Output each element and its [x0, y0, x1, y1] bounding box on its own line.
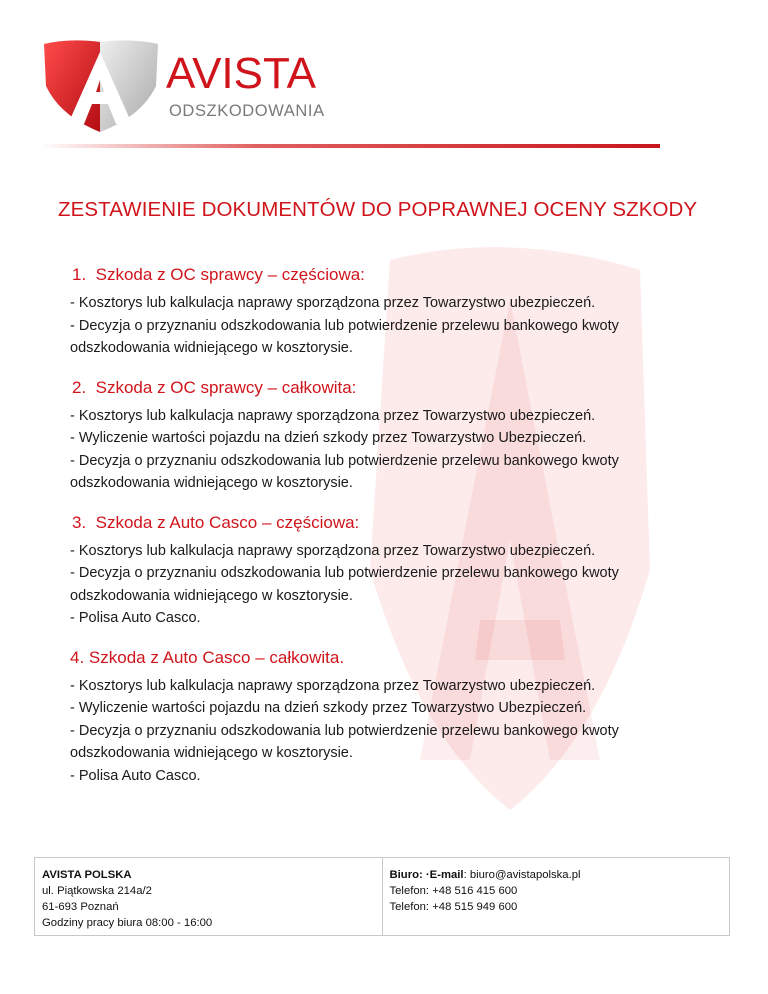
section-heading — [70, 265, 710, 285]
sections-list — [70, 265, 710, 805]
section-line: odszkodowania widniejącego w kosztorysie. — [70, 340, 353, 356]
section-line: odszkodowania widniejącego w kosztorysie. — [70, 475, 353, 491]
section-line: odszkodowania widniejącego w kosztorysie. — [70, 587, 353, 604]
section-number: 3. — [72, 512, 87, 532]
section-4 — [70, 648, 710, 788]
section-line: - Polisa Auto Casco. — [70, 610, 201, 626]
section-heading — [70, 513, 710, 533]
page-title: ZESTAWIENIE DOKUMENTÓW DO POPRAWNEJ OCENY SZKODY — [58, 198, 698, 221]
section-3 — [70, 513, 710, 630]
email-label: Biuro: ·E-mail — [389, 869, 464, 881]
section-1 — [70, 265, 710, 360]
section-line: - Decyzja o przyznaniu odszkodowania lub potwierdzenie przelewu bankowego kwoty — [70, 722, 619, 739]
page-header — [40, 36, 380, 136]
logo-subtitle: ODSZKODOWANIA — [169, 102, 325, 120]
city-address: 61-693 Poznań — [42, 901, 119, 913]
section-line: - Kosztorys lub kalkulacja naprawy sporządzona przez Towarzystwo ubezpieczeń. — [70, 295, 596, 311]
avista-logo — [40, 36, 380, 136]
section-line: - Decyzja o przyznaniu odszkodowania lub potwierdzenie przelewu bankowego kwoty — [70, 565, 619, 581]
section-title: Szkoda z OC sprawcy – częściowa: — [95, 265, 365, 284]
section-line: - Decyzja o przyznaniu odszkodowania lub potwierdzenie przelewu bankowego kwoty — [70, 452, 619, 469]
section-line: - Wyliczenie wartości pojazdu na dzień szkody przez Towarzystwo Ubezpieczeń. — [70, 430, 587, 446]
section-number: 2. — [72, 377, 87, 397]
section-title: Szkoda z Auto Casco – częściowa: — [95, 512, 360, 532]
header-rule — [40, 144, 660, 148]
section-line: - Kosztorys lub kalkulacja naprawy sporządzona przez Towarzystwo ubezpieczeń. — [70, 542, 596, 559]
footer-contact-cell — [382, 858, 730, 935]
section-2 — [70, 378, 710, 495]
section-number: 4. — [70, 647, 85, 667]
email-link[interactable]: : biuro@avistapolska.pl — [463, 869, 581, 881]
section-heading — [70, 378, 710, 398]
logo-text: AVISTA — [166, 49, 316, 98]
section-line: - Wyliczenie wartości pojazdu na dzień szkody przez Towarzystwo Ubezpieczeń. — [70, 700, 587, 716]
section-line: odszkodowania widniejącego w kosztorysie. — [70, 745, 353, 761]
section-line: - Decyzja o przyznaniu odszkodowania lub potwierdzenie przelewu bankowego kwoty — [70, 317, 619, 334]
company-name: AVISTA POLSKA — [42, 869, 132, 881]
section-title: Szkoda z Auto Casco – całkowita. — [88, 647, 345, 667]
footer-address-cell — [35, 858, 382, 935]
section-heading — [70, 648, 710, 668]
section-line: - Kosztorys lub kalkulacja naprawy sporządzona przez Towarzystwo ubezpieczeń. — [70, 407, 596, 424]
phone-1: Telefon: +48 516 415 600 — [389, 885, 518, 897]
phone-2: Telefon: +48 515 949 600 — [389, 901, 518, 913]
section-number: 1. — [72, 265, 87, 284]
section-title: Szkoda z OC sprawcy – całkowita: — [95, 377, 357, 397]
office-hours: Godziny pracy biura 08:00 - 16:00 — [42, 917, 213, 929]
section-line: - Kosztorys lub kalkulacja naprawy sporządzona przez Towarzystwo ubezpieczeń. — [70, 677, 596, 694]
street-address: ul. Piątkowska 214a/2 — [42, 885, 152, 897]
email-line — [390, 867, 723, 883]
section-line: - Polisa Auto Casco. — [70, 767, 201, 784]
footer-contact-table — [34, 857, 730, 936]
